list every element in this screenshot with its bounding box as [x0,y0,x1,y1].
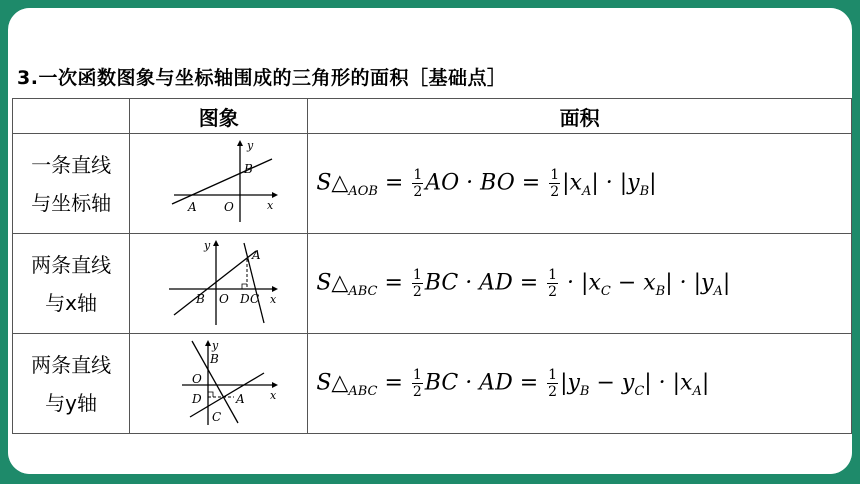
header-graph: 图象 [130,99,308,134]
svg-text:O: O [218,291,229,306]
svg-text:B: B [209,351,219,366]
fraction: $\frac{1}{2}$ [412,267,422,300]
fraction: $\frac{1}{2}$ [548,367,558,400]
row-label: 两条直线 与y轴 [13,334,130,434]
graph-cell [130,334,308,434]
svg-text:y: y [211,338,218,352]
bottom-strip [8,448,852,474]
table-header-row [13,99,852,134]
area-formula: $S\triangle_{AOB}$ = $\frac{1}{2}$ AO · BO = $\frac{1}{2}$ $|x_A| \cdot |y_B|$ [308,134,852,234]
svg-text:x: x [269,388,276,402]
svg-text:C: C [249,291,259,306]
graph-label-A: A [187,199,197,214]
svg-text:A: A [251,247,261,262]
fraction: $\frac{1}{2}$ [413,167,423,200]
svg-text:O: O [191,371,202,386]
row-label: 一条直线 与坐标轴 [13,134,130,234]
area-formula: $S\triangle_{ABC}$ = $\frac{1}{2}$ BC · AD = $\frac{1}{2}$ $|y_B - y_C| \cdot |x_A|$ [308,334,852,434]
graph-y-axis [154,337,284,427]
row-label: 两条直线 与x轴 [13,234,130,334]
fraction: $\frac{1}{2}$ [548,267,558,300]
svg-text:C: C [211,409,221,424]
table-row [13,134,852,234]
graph-label-B: B [243,161,253,176]
area-table [12,98,852,434]
graph-label-x: x [266,198,273,212]
svg-text:B: B [195,291,205,306]
slide-card [8,8,852,474]
fraction: $\frac{1}{2}$ [550,167,560,200]
section-title: 3.一次函数图象与坐标轴围成的三角形的面积［基础点］ [17,67,507,89]
graph-cell [130,134,308,234]
graph-x-axis [154,237,284,327]
graph-label-O: O [223,199,234,214]
area-formula: $S\triangle_{ABC}$ = $\frac{1}{2}$ BC · AD = $\frac{1}{2}$ · $|x_C - x_B| \cdot |y_A|$ [308,234,852,334]
svg-text:D: D [239,291,250,306]
fraction: $\frac{1}{2}$ [412,367,422,400]
svg-text:y: y [203,238,210,252]
graph-label-y: y [246,138,253,152]
header-empty [13,99,130,134]
svg-text:x: x [269,292,276,306]
table-row [13,234,852,334]
svg-text:D: D [191,391,202,406]
graph-cell [130,234,308,334]
graph-one-line [154,137,284,227]
svg-text:A: A [235,391,245,406]
table-row [13,334,852,434]
top-bar [8,8,852,26]
header-area: 面积 [308,99,852,134]
